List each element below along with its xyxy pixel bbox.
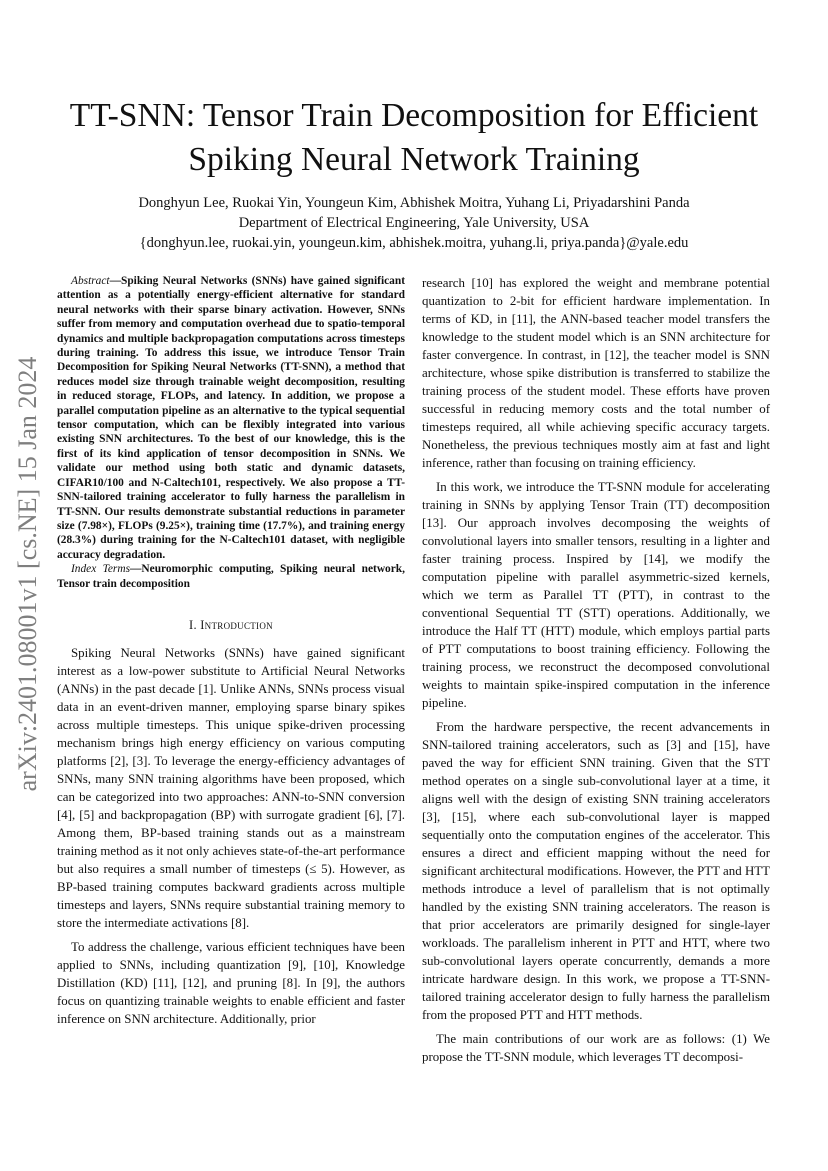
abstract-label: Abstract	[71, 275, 110, 287]
intro-paragraph-4: From the hardware perspective, the recent advancements in SNN-tailored training accelerators, such as [3] and [15], have paved the way for efficient SNN training. Given that the STT method operates on a single sub-convolutional layer at a time, it aligns well with the design of existing SNN training accelerators [3], [15], where each sub-convolutional layer is mapped sequentially onto the computation engines of the accelerator. This ensures a direct and efficient mapping without the need for significant architectural modifications. However, the PTT and HTT methods introduce a level of parallelism that is not optimally handled by the existing SNN training accelerators. The reason is that prior accelerators are primarily designed for single-layer workloads. The parallelism inherent in PTT and HTT, where two sub-convolutional layers operate concurrently, demands a more intricate hardware design. In this work, we propose a TT-SNN-tailored training accelerator design to fully harness the parallelism from the proposed PTT and HTT methods.	[422, 720, 770, 1022]
intro-paragraph-3: In this work, we introduce the TT-SNN module for accelerating training in SNNs by applying Tensor Train (TT) decomposition [13]. Our approach involves decomposing the weights of convolutional layers into smaller tensors, resulting in a lighter and faster training process. Inspired by [14], we modify the computation pipeline with parallel asymmetric-sized kernels, which we term as Parallel TT (PTT), in contrast to the conventional Sequential TT (STT) operations. Additionally, we introduce the Half TT (HTT) module, which employs partial parts of PTT computations to boost training efficiency. Following the training process, we reconstruct the decomposed convolutional weights to maintain spike-inspired computation in the inference pipeline.	[422, 480, 770, 710]
index-terms: Index Terms—Neuromorphic computing, Spiking neural network, Tensor train decomposition	[57, 563, 405, 590]
index-terms-text: Neuromorphic computing, Spiking neural network, Tensor train decomposition	[57, 563, 405, 590]
abstract-text: Spiking Neural Networks (SNNs) have gained significant attention as a potentially energy-efficient alternative for standard neural networks with their sparse binary activation. However, SNNs suffer from memory and computation overhead due to spatio-temporal dynamics and multiple backpropagation computations across timesteps during training. To address this issue, we introduce Tensor Train Decomposition for Spiking Neural Networks (TT-SNN), a method that reduces model size through trainable weight decomposition, resulting in reduced storage, FLOPs, and latency. In addition, we propose a parallel computation pipeline as an alternative to the typical sequential tensor computation, which can be flexibly integrated into various existing SNN architectures. To the best of our knowledge, this is the first of its kind application of tensor decomposition in SNNs. We validate our method using both static and dynamic datasets, CIFAR10/100 and N-Caltech101, respectively. We also propose a TT-SNN-tailored training accelerator to fully harness the parallelism in TT-SNN. Our results demonstrate substantial reductions in parameter size (7.98×), FLOPs (9.25×), training time (17.7%), and training energy (28.3%) during training for the N-Caltech101 dataset, with negligible accuracy degradation.	[57, 275, 405, 561]
author-list: Donghyun Lee, Ruokai Yin, Youngeun Kim, Abhishek Moitra, Yuhang Li, Priyadarshini Panda	[138, 195, 690, 211]
intro-paragraph-5: The main contributions of our work are as follows: (1) We propose the TT-SNN module, which leverages TT decomposi-	[422, 1032, 770, 1064]
section-heading-introduction: I. Introduction	[189, 617, 273, 632]
left-column	[57, 274, 405, 1028]
affiliation: Department of Electrical Engineering, Yale University, USA	[238, 215, 590, 231]
intro-paragraph-2-continued: research [10] has explored the weight and membrane potential quantization to 2-bit for efficient hardware implementation. In terms of KD, in [11], the ANN-based teacher model transfers the knowledge to the student model which is an SNN architecture for faster convergence. In contrast, in [12], the teacher model is SNN architecture, whose spike distribution is transferred to stabilize the training process of the student model. These efforts have proven successful in reducing memory costs and the total number of timesteps required, all while achieving specific accuracy targets. Nonetheless, the previous techniques mostly aim at fast and light inference, rather than focusing on training efficiency.	[422, 276, 770, 470]
arxiv-sidebar-stamp: arXiv:2401.08001v1 [cs.NE] 15 Jan 2024	[13, 356, 42, 792]
right-column	[422, 274, 770, 1066]
index-terms-label: Index Terms	[71, 563, 131, 576]
author-emails[interactable]: {donghyun.lee, ruokai.yin, youngeun.kim, abhishek.moitra, yuhang.li, priya.panda}@yale.edu	[139, 235, 689, 251]
abstract: Abstract—Spiking Neural Networks (SNNs) have gained significant attention as a potentially energy-efficient alternative for standard neural networks with their sparse binary activation. However, SNNs suffer from memory and computation overhead due to spatio-temporal dynamics and multiple backpropagation computations across timesteps during training. To address this issue, we introduce Tensor Train Decomposition for Spiking Neural Networks (TT-SNN), a method that reduces model size through trainable weight decomposition, resulting in reduced storage, FLOPs, and latency. In addition, we propose a parallel computation pipeline as an alternative to the typical sequential tensor computation, which can be flexibly integrated into various existing SNN architectures. To the best of our knowledge, this is the first of its kind application of tensor decomposition in SNNs. We validate our method using both static and dynamic datasets, CIFAR10/100 and N-Caltech101, respectively. We also propose a TT-SNN-tailored training accelerator to fully harness the parallelism in TT-SNN. Our results demonstrate substantial reductions in parameter size (7.98×), FLOPs (9.25×), training time (17.7%), and training energy (28.3%) during training for the N-Caltech101 dataset, with negligible accuracy degradation.	[57, 275, 405, 561]
author-block	[40, 193, 788, 253]
intro-paragraph-1: Spiking Neural Networks (SNNs) have gained significant interest as a low-power substitute to Artificial Neural Networks (ANNs) in the past decade [1]. Unlike ANNs, SNNs process visual data in an event-driven manner, employing sparse binary spikes across multiple timesteps. This unique spike-driven processing mechanism brings high energy efficiency on various computing platforms [2], [3]. To leverage the energy-efficiency advantages of SNNs, many SNN training algorithms have been proposed, which can be categorized into two approaches: ANN-to-SNN conversion [4], [5] and backpropagation (BP) with surrogate gradient [6], [7]. Among them, BP-based training stands out as a mainstream training method as it not only achieves state-of-the-art performance but also requires a small number of timesteps (≤ 5). However, as BP-based training computes backward gradients across multiple timesteps and layers, SNNs require substantial training memory to store the intermediate activations [8].	[57, 645, 405, 930]
intro-paragraph-2: To address the challenge, various efficient techniques have been applied to SNNs, including quantization [9], [10], Knowledge Distillation (KD) [11], [12], and pruning [8]. In [9], the authors focus on quantizing trainable weights to enable efficient and faster inference on SNN architecture. Additionally, prior	[57, 939, 405, 1026]
paper-title: TT-SNN: Tensor Train Decomposition for Efficient Spiking Neural Network Training	[69, 97, 759, 178]
